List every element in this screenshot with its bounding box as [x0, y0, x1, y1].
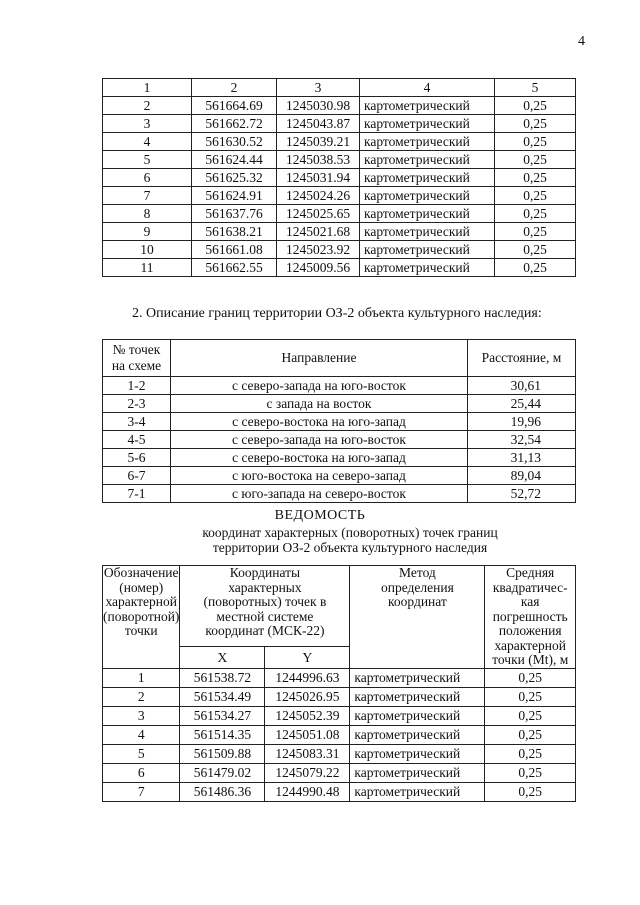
distance: 31,13: [468, 449, 576, 467]
method: картометрический: [350, 668, 485, 687]
point-number: 11: [103, 259, 192, 277]
error-value: 0,25: [495, 241, 576, 259]
header-line: определения: [381, 579, 454, 595]
point-number: 7: [103, 187, 192, 205]
vedomost-title: ВЕДОМОСТЬ: [274, 508, 366, 523]
header-points-line2: на схеме: [111, 358, 162, 373]
table-row: [103, 725, 576, 744]
point-number: 3: [103, 706, 180, 725]
point-number: 8: [103, 205, 192, 223]
coord-x: 561630.52: [192, 133, 277, 151]
header-line: характерной: [494, 637, 566, 653]
table-header-row: [103, 566, 576, 647]
error-value: 0,25: [485, 782, 576, 801]
table-header-cell: 3: [277, 79, 360, 97]
error-value: 0,25: [485, 763, 576, 782]
coord-y: 1244996.63: [265, 668, 350, 687]
table-row: [103, 169, 576, 187]
coord-x: 561662.72: [192, 115, 277, 133]
error-value: 0,25: [495, 97, 576, 115]
coord-y: 1245083.31: [265, 744, 350, 763]
header-line: координат: [388, 594, 447, 609]
distance: 19,96: [468, 413, 576, 431]
header-line: Координаты: [229, 565, 301, 580]
section-heading-boundaries: 2. Описание границ территории ОЗ-2 объекта культурного наследия:: [132, 306, 542, 321]
method: картометрический: [360, 241, 495, 259]
error-value: 0,25: [495, 223, 576, 241]
direction: с юго-востока на северо-запад: [171, 467, 468, 485]
table-row: [103, 223, 576, 241]
table-header-row: [103, 340, 576, 377]
method: картометрический: [350, 763, 485, 782]
table-row: [103, 687, 576, 706]
distance: 52,72: [468, 485, 576, 503]
error-value: 0,25: [485, 706, 576, 725]
header-line: (номер): [119, 579, 164, 595]
coord-x: 561538.72: [180, 668, 265, 687]
coord-x: 561514.35: [180, 725, 265, 744]
page-number: 4: [578, 34, 585, 49]
coord-x: 561662.55: [192, 259, 277, 277]
point-number: 4: [103, 133, 192, 151]
segment: 1-2: [103, 377, 171, 395]
coord-x: 561624.91: [192, 187, 277, 205]
direction: с северо-востока на юго-запад: [171, 449, 468, 467]
table-row: [103, 782, 576, 801]
header-coordinates: [180, 566, 350, 647]
segment: 3-4: [103, 413, 171, 431]
segment: 2-3: [103, 395, 171, 413]
coord-y: 1244990.48: [265, 782, 350, 801]
method: картометрический: [360, 115, 495, 133]
table-header-cell: 4: [360, 79, 495, 97]
error-value: 0,25: [495, 169, 576, 187]
header-line: Обозначение: [103, 565, 179, 580]
point-number: 3: [103, 115, 192, 133]
segment: 6-7: [103, 467, 171, 485]
method: картометрический: [360, 169, 495, 187]
direction: с северо-востока на юго-запад: [171, 413, 468, 431]
vedomost-subtitle-line1: координат характерных (поворотных) точек границ: [202, 525, 498, 540]
header-line: (поворотной): [103, 608, 180, 624]
header-line: точки (Mt), м: [492, 652, 569, 667]
error-value: 0,25: [495, 133, 576, 151]
method: картометрический: [350, 744, 485, 763]
table-row: [103, 97, 576, 115]
header-line: характерной: [105, 594, 177, 609]
method: картометрический: [350, 706, 485, 725]
point-number: 6: [103, 169, 192, 187]
coord-y: 1245079.22: [265, 763, 350, 782]
coord-y: 1245051.08: [265, 725, 350, 744]
distance: 25,44: [468, 395, 576, 413]
coord-x: 561625.32: [192, 169, 277, 187]
method: картометрический: [360, 151, 495, 169]
coord-y: 1245009.56: [277, 259, 360, 277]
point-number: 5: [103, 744, 180, 763]
point-number: 5: [103, 151, 192, 169]
table-row: [103, 395, 576, 413]
method: картометрический: [360, 205, 495, 223]
method: картометрический: [350, 725, 485, 744]
point-number: 2: [103, 687, 180, 706]
header-designation: [103, 566, 180, 669]
table-row: [103, 151, 576, 169]
coord-y: 1245021.68: [277, 223, 360, 241]
direction: с запада на восток: [171, 395, 468, 413]
header-line: положения: [498, 623, 562, 638]
method: картометрический: [360, 187, 495, 205]
coord-y: 1245052.39: [265, 706, 350, 725]
boundary-description-table: [102, 339, 576, 503]
header-line: квадратичес-: [492, 579, 568, 595]
error-value: 0,25: [485, 725, 576, 744]
table-header-row: [103, 79, 576, 97]
point-number: 9: [103, 223, 192, 241]
header-points: [103, 340, 171, 377]
header-distance: Расстояние, м: [468, 340, 576, 377]
header-line: местной системе: [216, 608, 314, 624]
header-line: (поворотных) точек в: [203, 594, 327, 609]
table-row: [103, 115, 576, 133]
error-value: 0,25: [495, 151, 576, 169]
table-row: [103, 205, 576, 223]
coord-y: 1245043.87: [277, 115, 360, 133]
header-method: [350, 566, 485, 669]
table-header-cell: 5: [495, 79, 576, 97]
point-number: 4: [103, 725, 180, 744]
header-x: X: [180, 647, 265, 668]
error-value: 0,25: [485, 744, 576, 763]
coord-y: 1245025.65: [277, 205, 360, 223]
coord-x: 561624.44: [192, 151, 277, 169]
header-line: кая: [520, 594, 540, 609]
table-row: [103, 706, 576, 725]
method: картометрический: [360, 97, 495, 115]
coord-y: 1245039.21: [277, 133, 360, 151]
distance: 32,54: [468, 431, 576, 449]
coord-x: 561486.36: [180, 782, 265, 801]
segment: 4-5: [103, 431, 171, 449]
method: картометрический: [360, 133, 495, 151]
coordinates-table-continued: [102, 78, 576, 277]
error-value: 0,25: [495, 115, 576, 133]
method: картометрический: [360, 223, 495, 241]
direction: с юго-запада на северо-восток: [171, 485, 468, 503]
method: картометрический: [360, 259, 495, 277]
method: картометрический: [350, 687, 485, 706]
point-number: 1: [103, 668, 180, 687]
coord-y: 1245030.98: [277, 97, 360, 115]
table-header-cell: 1: [103, 79, 192, 97]
table-row: [103, 485, 576, 503]
header-y: Y: [265, 647, 350, 668]
coord-y: 1245023.92: [277, 241, 360, 259]
header-direction: Направление: [171, 340, 468, 377]
table-row: [103, 377, 576, 395]
segment: 7-1: [103, 485, 171, 503]
coord-x: 561638.21: [192, 223, 277, 241]
header-line: Средняя: [506, 565, 555, 580]
segment: 5-6: [103, 449, 171, 467]
method: картометрический: [350, 782, 485, 801]
table-row: [103, 763, 576, 782]
header-line: точки: [124, 623, 158, 638]
table-row: [103, 449, 576, 467]
table-row: [103, 744, 576, 763]
point-number: 6: [103, 763, 180, 782]
table-row: [103, 241, 576, 259]
coord-x: 561534.49: [180, 687, 265, 706]
error-value: 0,25: [495, 259, 576, 277]
table-row: [103, 413, 576, 431]
header-points-line1: № точек: [112, 342, 161, 357]
coord-x: 561664.69: [192, 97, 277, 115]
direction: с северо-запада на юго-восток: [171, 377, 468, 395]
coord-y: 1245026.95: [265, 687, 350, 706]
coord-y: 1245038.53: [277, 151, 360, 169]
table-row: [103, 133, 576, 151]
header-line: характерных: [228, 579, 302, 595]
header-line: координат (МСК-22): [205, 623, 325, 638]
direction: с северо-запада на юго-восток: [171, 431, 468, 449]
table-row: [103, 187, 576, 205]
point-number: 10: [103, 241, 192, 259]
coord-x: 561479.02: [180, 763, 265, 782]
coord-x: 561534.27: [180, 706, 265, 725]
error-value: 0,25: [485, 687, 576, 706]
distance: 89,04: [468, 467, 576, 485]
coord-x: 561661.08: [192, 241, 277, 259]
point-number: 7: [103, 782, 180, 801]
table-header-cell: 2: [192, 79, 277, 97]
header-line: погрешность: [492, 608, 568, 624]
header-line: Метод: [399, 565, 436, 580]
point-number: 2: [103, 97, 192, 115]
coord-x: 561637.76: [192, 205, 277, 223]
error-value: 0,25: [495, 205, 576, 223]
header-error: [485, 566, 576, 669]
distance: 30,61: [468, 377, 576, 395]
table-row: [103, 431, 576, 449]
error-value: 0,25: [495, 187, 576, 205]
table-row: [103, 467, 576, 485]
table-row: [103, 259, 576, 277]
error-value: 0,25: [485, 668, 576, 687]
coord-x: 561509.88: [180, 744, 265, 763]
coord-y: 1245031.94: [277, 169, 360, 187]
vedomost-subtitle-line2: территории ОЗ-2 объекта культурного наследия: [212, 540, 488, 555]
table-row: [103, 668, 576, 687]
coord-y: 1245024.26: [277, 187, 360, 205]
vedomost-coordinates-table: [102, 565, 576, 802]
